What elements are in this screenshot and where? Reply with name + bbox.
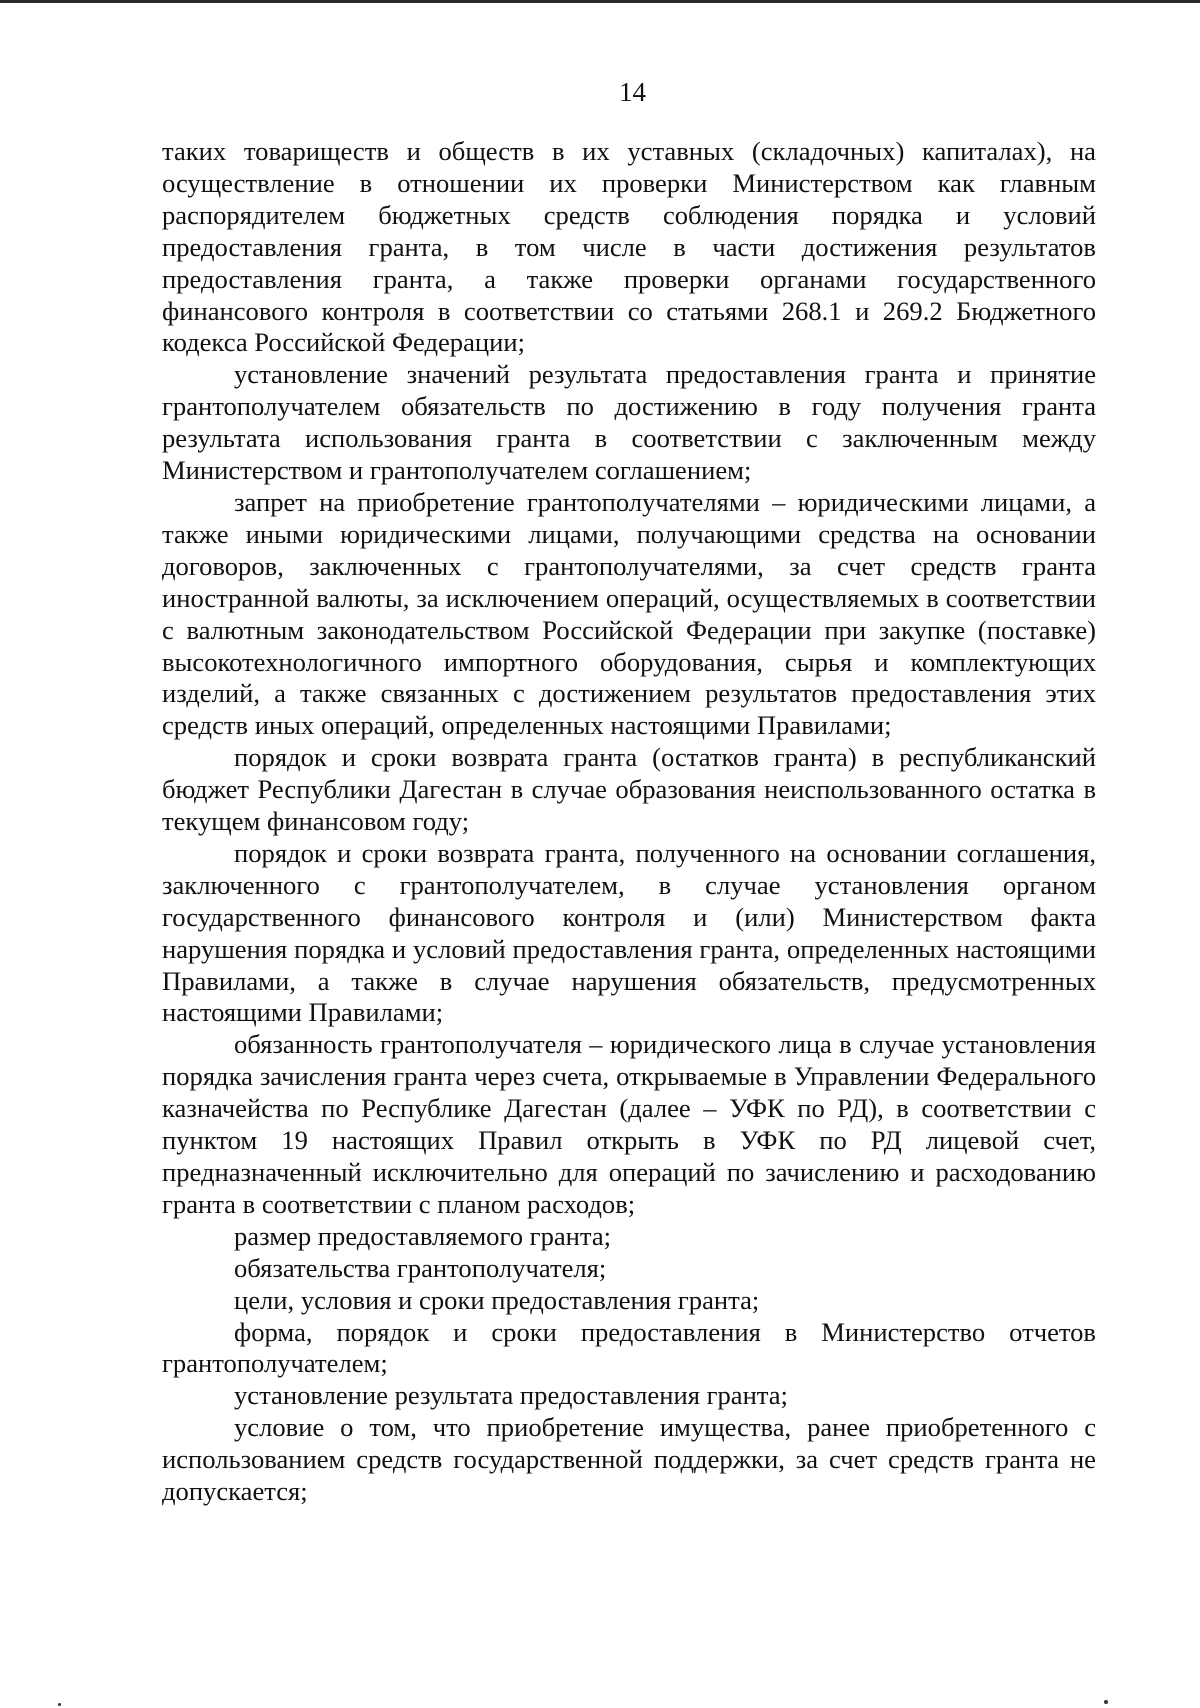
paragraph: условие о том, что приобретение имущества, ранее приобретенного с использованием средств государственной поддержки, за счет средств гранта не допускается; [162, 1412, 1096, 1507]
document-body [162, 136, 1096, 1508]
paragraph: запрет на приобретение грантополучателями – юридическими лицами, а также иными юридическими лицами, получающими средства на основании договоров, заключенных с грантополучателями, за счет средств гранта иностранной валюты, за исключением операций, осуществляемых в соответствии с валютным законодательством Российской Федерации при закупке (поставке) высокотехнологичного импортного оборудования, сырья и комплектующих изделий, а также связанных с достижением результатов предоставления этих средств иных операций, определенных настоящими Правилами; [162, 486, 1096, 741]
paragraph-continuation: таких товариществ и обществ в их уставных (складочных) капиталах), на осуществление в отношении их проверки Министерством как главным распорядителем бюджетных средств соблюдения порядка и условий предоставления гранта, в том числе в части достижения результатов предоставления гранта, а также проверки органами государственного финансового контроля в соответствии со статьями 268.1 и 269.2 Бюджетного кодекса Российской Федерации; [162, 136, 1096, 358]
page-number: 14 [619, 77, 646, 107]
paragraph: форма, порядок и сроки предоставления в Министерство отчетов грантополучателем; [162, 1316, 1096, 1379]
paragraph: установление результата предоставления гранта; [234, 1380, 788, 1411]
scan-top-edge [0, 0, 1200, 3]
scan-speck [1104, 1700, 1108, 1704]
scan-speck [58, 1703, 61, 1706]
paragraph: порядок и сроки возврата гранта (остатков гранта) в республиканский бюджет Республики Дагестан в случае образования неиспользованного остатка в текущем финансовом году; [162, 742, 1096, 837]
paragraph: обязанность грантополучателя – юридического лица в случае установления порядка зачисления гранта через счета, открываемые в Управлении Федерального казначейства по Республике Дагестан (далее – УФК по РД), в соответствии с пунктом 19 настоящих Правил открыть в УФК по РД лицевой счет, предназначенный исключительно для операций по зачислению и расходованию гранта в соответствии с планом расходов; [162, 1029, 1096, 1219]
paragraph: обязательства грантополучателя; [234, 1252, 607, 1283]
paragraph: порядок и сроки возврата гранта, полученного на основании соглашения, заключенного с грантополучателем, в случае установления органом государственного финансового контроля и (или) Министерством факта нарушения порядка и условий предоставления гранта, определенных настоящими Правилами, а также в случае нарушения обязательств, предусмотренных настоящими Правилами; [162, 837, 1096, 1028]
paragraph: размер предоставляемого гранта; [234, 1220, 612, 1251]
paragraph: цели, условия и сроки предоставления гранта; [234, 1284, 760, 1315]
paragraph: установление значений результата предоставления гранта и принятие грантополучателем обязательств по достижению в году получения гранта результата использования гранта в соответствии с заключенным между Министерством и грантополучателем соглашением; [162, 359, 1096, 486]
